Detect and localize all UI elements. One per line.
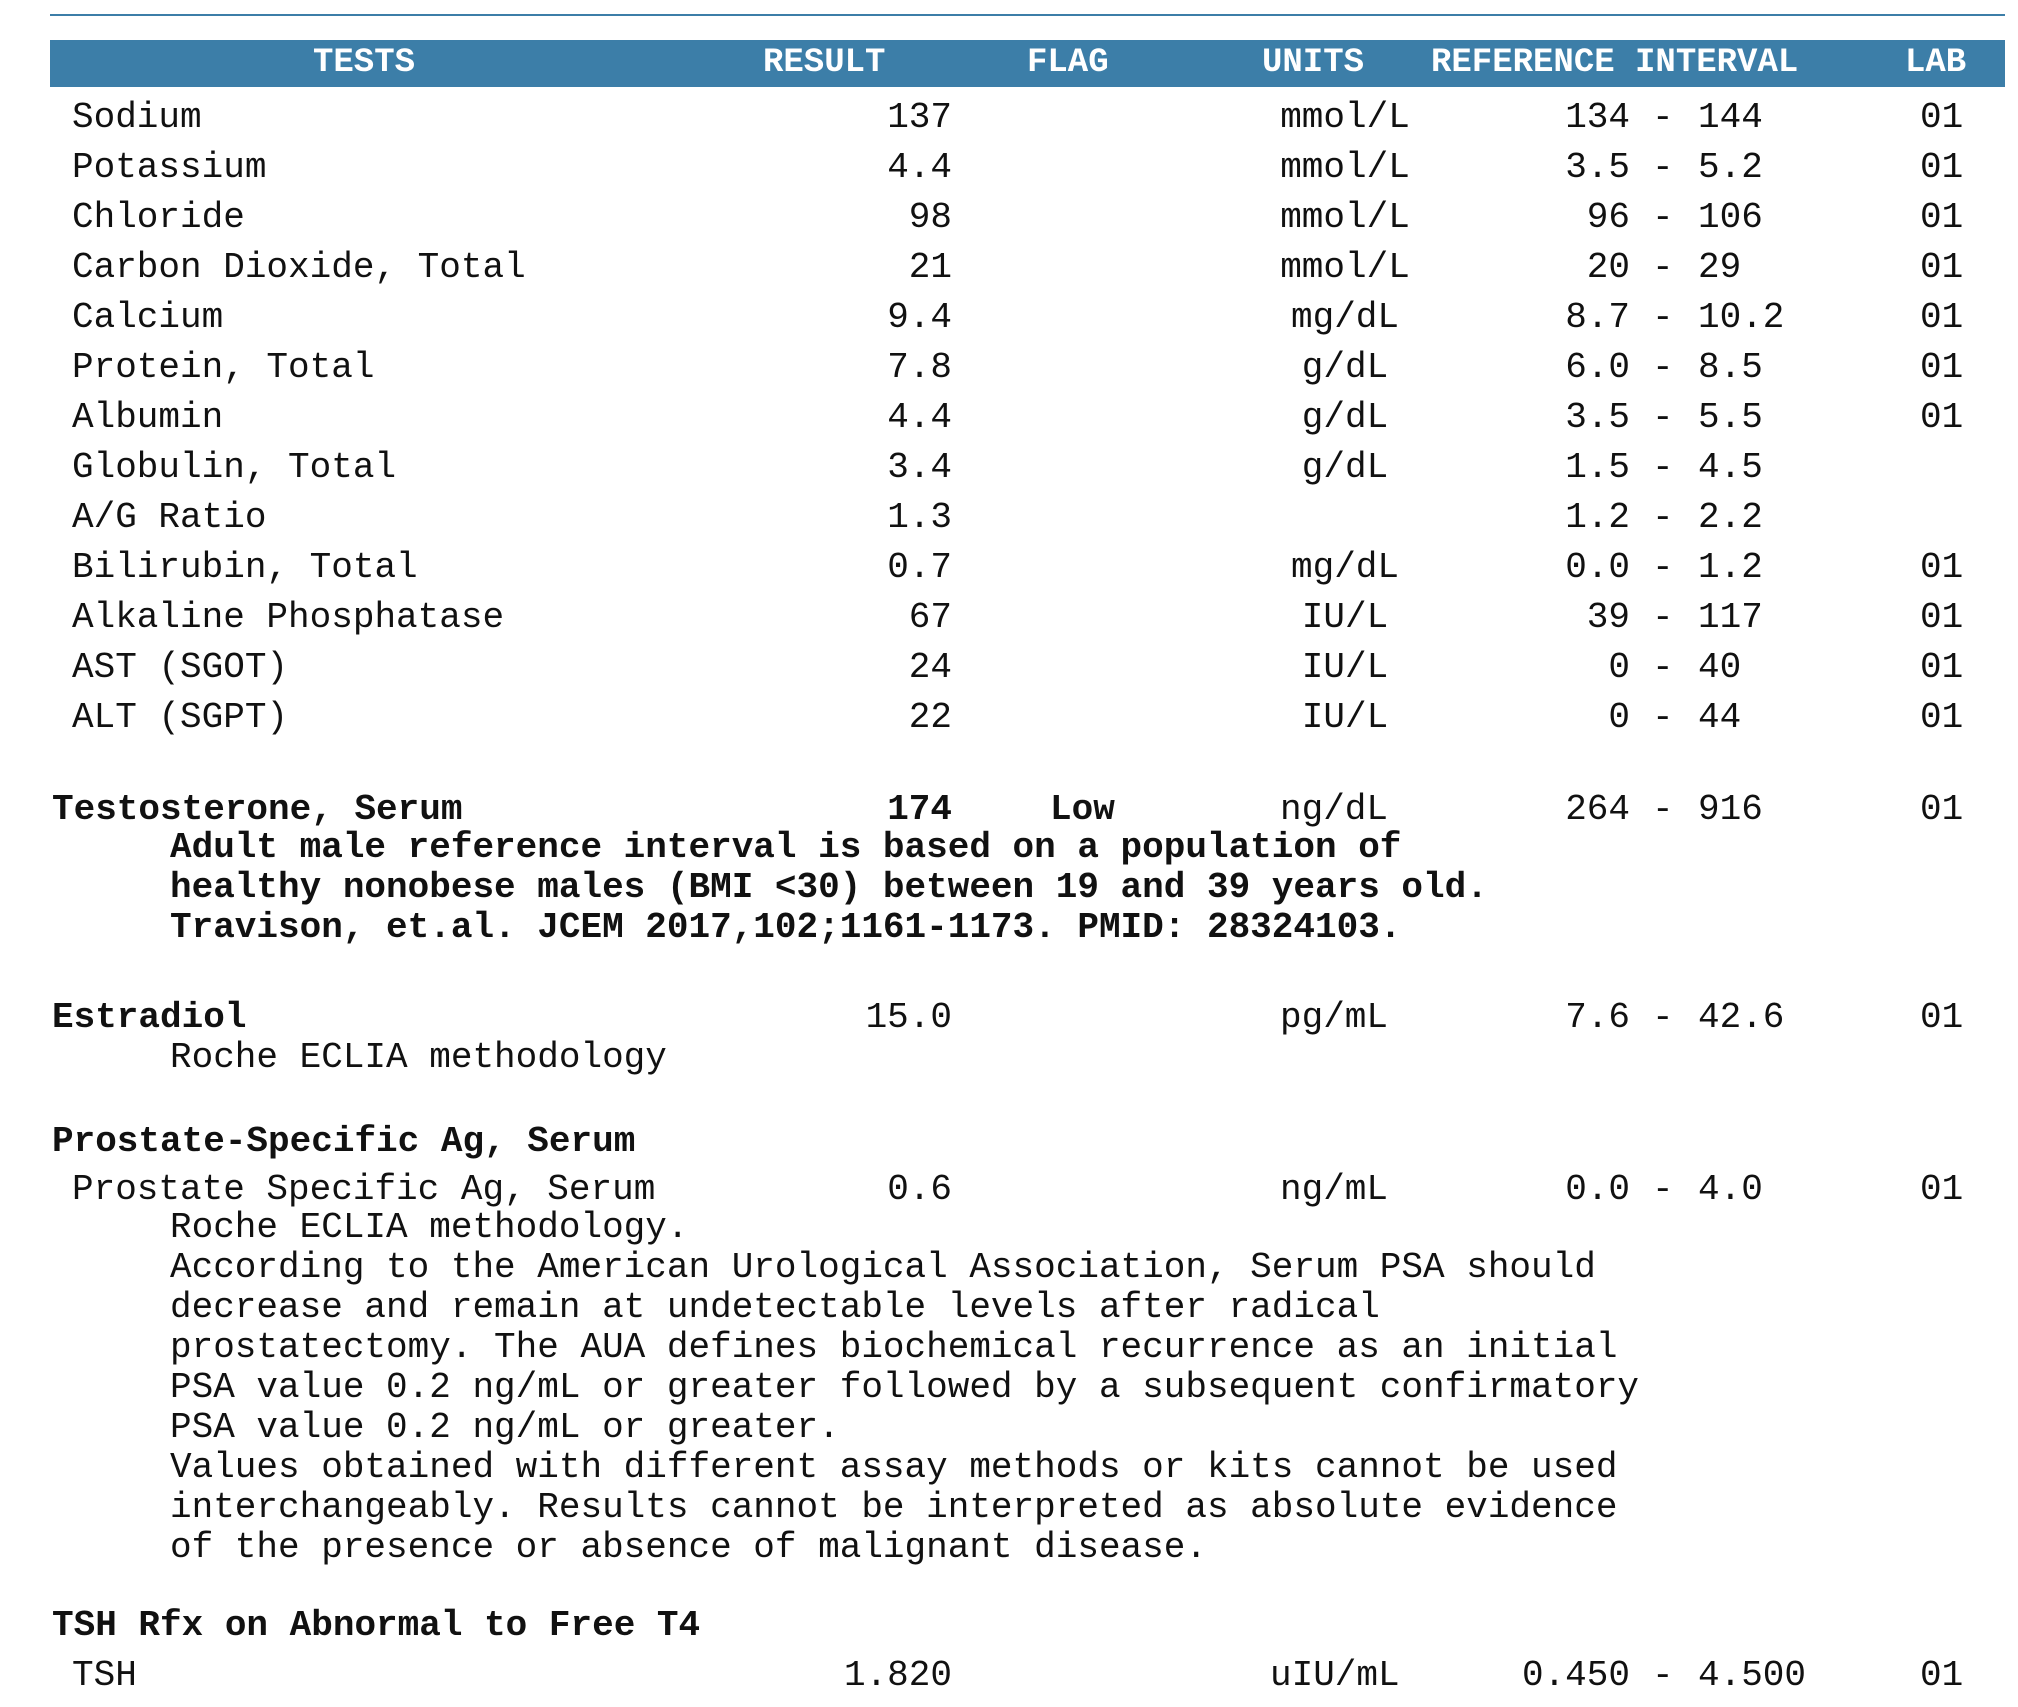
estradiol-note-line: Roche ECLIA methodology xyxy=(170,1037,667,1078)
tsh-ref-low: 0.450 xyxy=(1521,1655,1630,1696)
row-ref-separator: - xyxy=(1652,597,1674,638)
row-test-name: ALT (SGPT) xyxy=(72,697,289,738)
row-ref-separator: - xyxy=(1652,247,1674,288)
psa-result: 0.6 xyxy=(887,1169,952,1210)
row-ref-separator: - xyxy=(1652,397,1674,438)
header-tests: TESTS xyxy=(313,44,416,82)
testosterone-ref-separator: - xyxy=(1652,789,1674,830)
row-ref-separator: - xyxy=(1652,697,1674,738)
tsh-ref-high: 4.500 xyxy=(1698,1655,1807,1696)
row-ref-low: 134 xyxy=(1565,97,1630,138)
row-result: 1.3 xyxy=(887,497,952,538)
tsh-heading: TSH Rfx on Abnormal to Free T4 xyxy=(52,1605,701,1646)
row-units: g/dL xyxy=(1301,447,1389,488)
row-lab: 01 xyxy=(1920,697,1964,738)
row-units: IU/L xyxy=(1301,647,1389,688)
row-ref-separator: - xyxy=(1652,647,1674,688)
testosterone-note xyxy=(170,828,1488,948)
row-units: IU/L xyxy=(1301,697,1389,738)
header-result: RESULT xyxy=(763,44,886,82)
row-ref-low: 39 xyxy=(1586,597,1630,638)
row-test-name: Globulin, Total xyxy=(72,447,397,488)
row-result: 4.4 xyxy=(887,147,952,188)
testosterone-flag: Low xyxy=(1050,789,1115,830)
row-ref-high: 5.5 xyxy=(1698,397,1763,438)
estradiol-note xyxy=(170,1038,667,1078)
row-units: mg/dL xyxy=(1290,547,1400,588)
psa-note xyxy=(170,1208,1639,1568)
row-ref-high: 144 xyxy=(1698,97,1763,138)
testosterone-note-line: Travison, et.al. JCEM 2017,102;1161-1173. PMID: 28324103. xyxy=(170,907,1402,948)
tsh-ref-separator: - xyxy=(1652,1655,1674,1696)
estradiol-ref-low: 7.6 xyxy=(1565,997,1630,1038)
row-units: mmol/L xyxy=(1280,97,1410,138)
row-ref-separator: - xyxy=(1652,547,1674,588)
psa-note-line: Values obtained with different assay methods or kits cannot be used xyxy=(170,1447,1618,1488)
row-result: 98 xyxy=(908,197,952,238)
top-rule xyxy=(50,14,2005,16)
psa-note-line: Roche ECLIA methodology. xyxy=(170,1207,689,1248)
header-flag: FLAG xyxy=(1027,44,1109,82)
row-ref-low: 20 xyxy=(1586,247,1630,288)
estradiol-result: 15.0 xyxy=(865,997,952,1038)
row-lab: 01 xyxy=(1920,97,1964,138)
psa-ref-high: 4.0 xyxy=(1698,1169,1763,1210)
row-ref-high: 40 xyxy=(1698,647,1742,688)
row-test-name: AST (SGOT) xyxy=(72,647,289,688)
row-result: 0.7 xyxy=(887,547,952,588)
row-units: mmol/L xyxy=(1280,247,1410,288)
row-ref-low: 0.0 xyxy=(1565,547,1630,588)
row-ref-high: 4.5 xyxy=(1698,447,1763,488)
row-ref-low: 3.5 xyxy=(1565,147,1630,188)
row-ref-high: 117 xyxy=(1698,597,1763,638)
psa-test-name: Prostate Specific Ag, Serum xyxy=(72,1169,656,1210)
row-result: 67 xyxy=(908,597,952,638)
estradiol-test-name: Estradiol xyxy=(52,997,247,1038)
row-ref-high: 29 xyxy=(1698,247,1742,288)
psa-note-line: PSA value 0.2 ng/mL or greater. xyxy=(170,1407,840,1448)
row-ref-separator: - xyxy=(1652,297,1674,338)
row-test-name: Sodium xyxy=(72,97,202,138)
row-ref-high: 5.2 xyxy=(1698,147,1763,188)
row-ref-low: 0 xyxy=(1608,697,1630,738)
row-lab: 01 xyxy=(1920,247,1964,288)
row-lab: 01 xyxy=(1920,597,1964,638)
row-lab: 01 xyxy=(1920,547,1964,588)
row-result: 24 xyxy=(908,647,952,688)
estradiol-ref-separator: - xyxy=(1652,997,1674,1038)
tsh-lab: 01 xyxy=(1920,1655,1964,1696)
header-lab: LAB xyxy=(1905,44,1967,82)
row-ref-low: 1.2 xyxy=(1565,497,1630,538)
row-ref-low: 96 xyxy=(1586,197,1630,238)
row-ref-separator: - xyxy=(1652,147,1674,188)
row-lab: 01 xyxy=(1920,397,1964,438)
tsh-result: 1.820 xyxy=(843,1655,952,1696)
psa-note-line: of the presence or absence of malignant disease. xyxy=(170,1527,1207,1568)
psa-lab: 01 xyxy=(1920,1169,1964,1210)
row-test-name: Alkaline Phosphatase xyxy=(72,597,505,638)
row-result: 3.4 xyxy=(887,447,952,488)
row-test-name: Chloride xyxy=(72,197,245,238)
row-units: g/dL xyxy=(1301,347,1389,388)
row-result: 21 xyxy=(908,247,952,288)
header-units: UNITS xyxy=(1262,44,1365,82)
row-lab: 01 xyxy=(1920,647,1964,688)
header-reference-interval: REFERENCE INTERVAL xyxy=(1431,44,1799,82)
testosterone-ref-high: 916 xyxy=(1698,789,1763,830)
tsh-test-name: TSH xyxy=(72,1655,137,1696)
testosterone-note-line: healthy nonobese males (BMI <30) between 19 and 39 years old. xyxy=(170,867,1488,908)
psa-units: ng/mL xyxy=(1280,1169,1389,1210)
row-test-name: Bilirubin, Total xyxy=(72,547,418,588)
row-result: 22 xyxy=(908,697,952,738)
psa-note-line: interchangeably. Results cannot be interpreted as absolute evidence xyxy=(170,1487,1618,1528)
row-units: mg/dL xyxy=(1290,297,1400,338)
row-ref-high: 10.2 xyxy=(1698,297,1785,338)
testosterone-test-name: Testosterone, Serum xyxy=(52,789,463,830)
row-ref-low: 0 xyxy=(1608,647,1630,688)
psa-ref-low: 0.0 xyxy=(1565,1169,1630,1210)
psa-ref-separator: - xyxy=(1652,1169,1674,1210)
row-ref-separator: - xyxy=(1652,97,1674,138)
row-ref-high: 2.2 xyxy=(1698,497,1763,538)
psa-note-line: According to the American Urological Association, Serum PSA should xyxy=(170,1247,1596,1288)
row-result: 7.8 xyxy=(887,347,952,388)
estradiol-ref-high: 42.6 xyxy=(1698,997,1785,1038)
tsh-units: uIU/mL xyxy=(1270,1655,1400,1696)
estradiol-units: pg/mL xyxy=(1280,997,1389,1038)
testosterone-ref-low: 264 xyxy=(1565,789,1630,830)
row-ref-high: 1.2 xyxy=(1698,547,1763,588)
row-ref-separator: - xyxy=(1652,497,1674,538)
row-test-name: Potassium xyxy=(72,147,267,188)
row-ref-separator: - xyxy=(1652,197,1674,238)
row-lab: 01 xyxy=(1920,197,1964,238)
estradiol-lab: 01 xyxy=(1920,997,1964,1038)
row-test-name: A/G Ratio xyxy=(72,497,267,538)
row-test-name: Albumin xyxy=(72,397,224,438)
row-units: g/dL xyxy=(1301,397,1389,438)
row-test-name: Protein, Total xyxy=(72,347,375,388)
row-units: mmol/L xyxy=(1280,147,1410,188)
row-ref-separator: - xyxy=(1652,347,1674,388)
row-result: 137 xyxy=(887,97,952,138)
row-lab: 01 xyxy=(1920,297,1964,338)
row-units: IU/L xyxy=(1301,597,1389,638)
row-result: 4.4 xyxy=(887,397,952,438)
row-ref-high: 8.5 xyxy=(1698,347,1763,388)
row-lab: 01 xyxy=(1920,347,1964,388)
row-lab: 01 xyxy=(1920,147,1964,188)
row-units: mmol/L xyxy=(1280,197,1410,238)
testosterone-units: ng/dL xyxy=(1280,789,1389,830)
row-result: 9.4 xyxy=(887,297,952,338)
row-test-name: Carbon Dioxide, Total xyxy=(72,247,526,288)
testosterone-lab: 01 xyxy=(1920,789,1964,830)
row-ref-low: 1.5 xyxy=(1565,447,1630,488)
testosterone-note-line: Adult male reference interval is based on a population of xyxy=(170,827,1402,868)
psa-note-line: decrease and remain at undetectable levels after radical xyxy=(170,1287,1380,1328)
row-ref-low: 6.0 xyxy=(1565,347,1630,388)
row-ref-high: 44 xyxy=(1698,697,1742,738)
row-test-name: Calcium xyxy=(72,297,224,338)
testosterone-result: 174 xyxy=(887,789,952,830)
psa-note-line: prostatectomy. The AUA defines biochemical recurrence as an initial xyxy=(170,1327,1618,1368)
psa-note-line: PSA value 0.2 ng/mL or greater followed by a subsequent confirmatory xyxy=(170,1367,1640,1408)
row-ref-high: 106 xyxy=(1698,197,1763,238)
table-header xyxy=(50,40,2005,87)
row-ref-low: 3.5 xyxy=(1565,397,1630,438)
psa-heading: Prostate-Specific Ag, Serum xyxy=(52,1121,636,1162)
row-ref-low: 8.7 xyxy=(1565,297,1630,338)
row-ref-separator: - xyxy=(1652,447,1674,488)
